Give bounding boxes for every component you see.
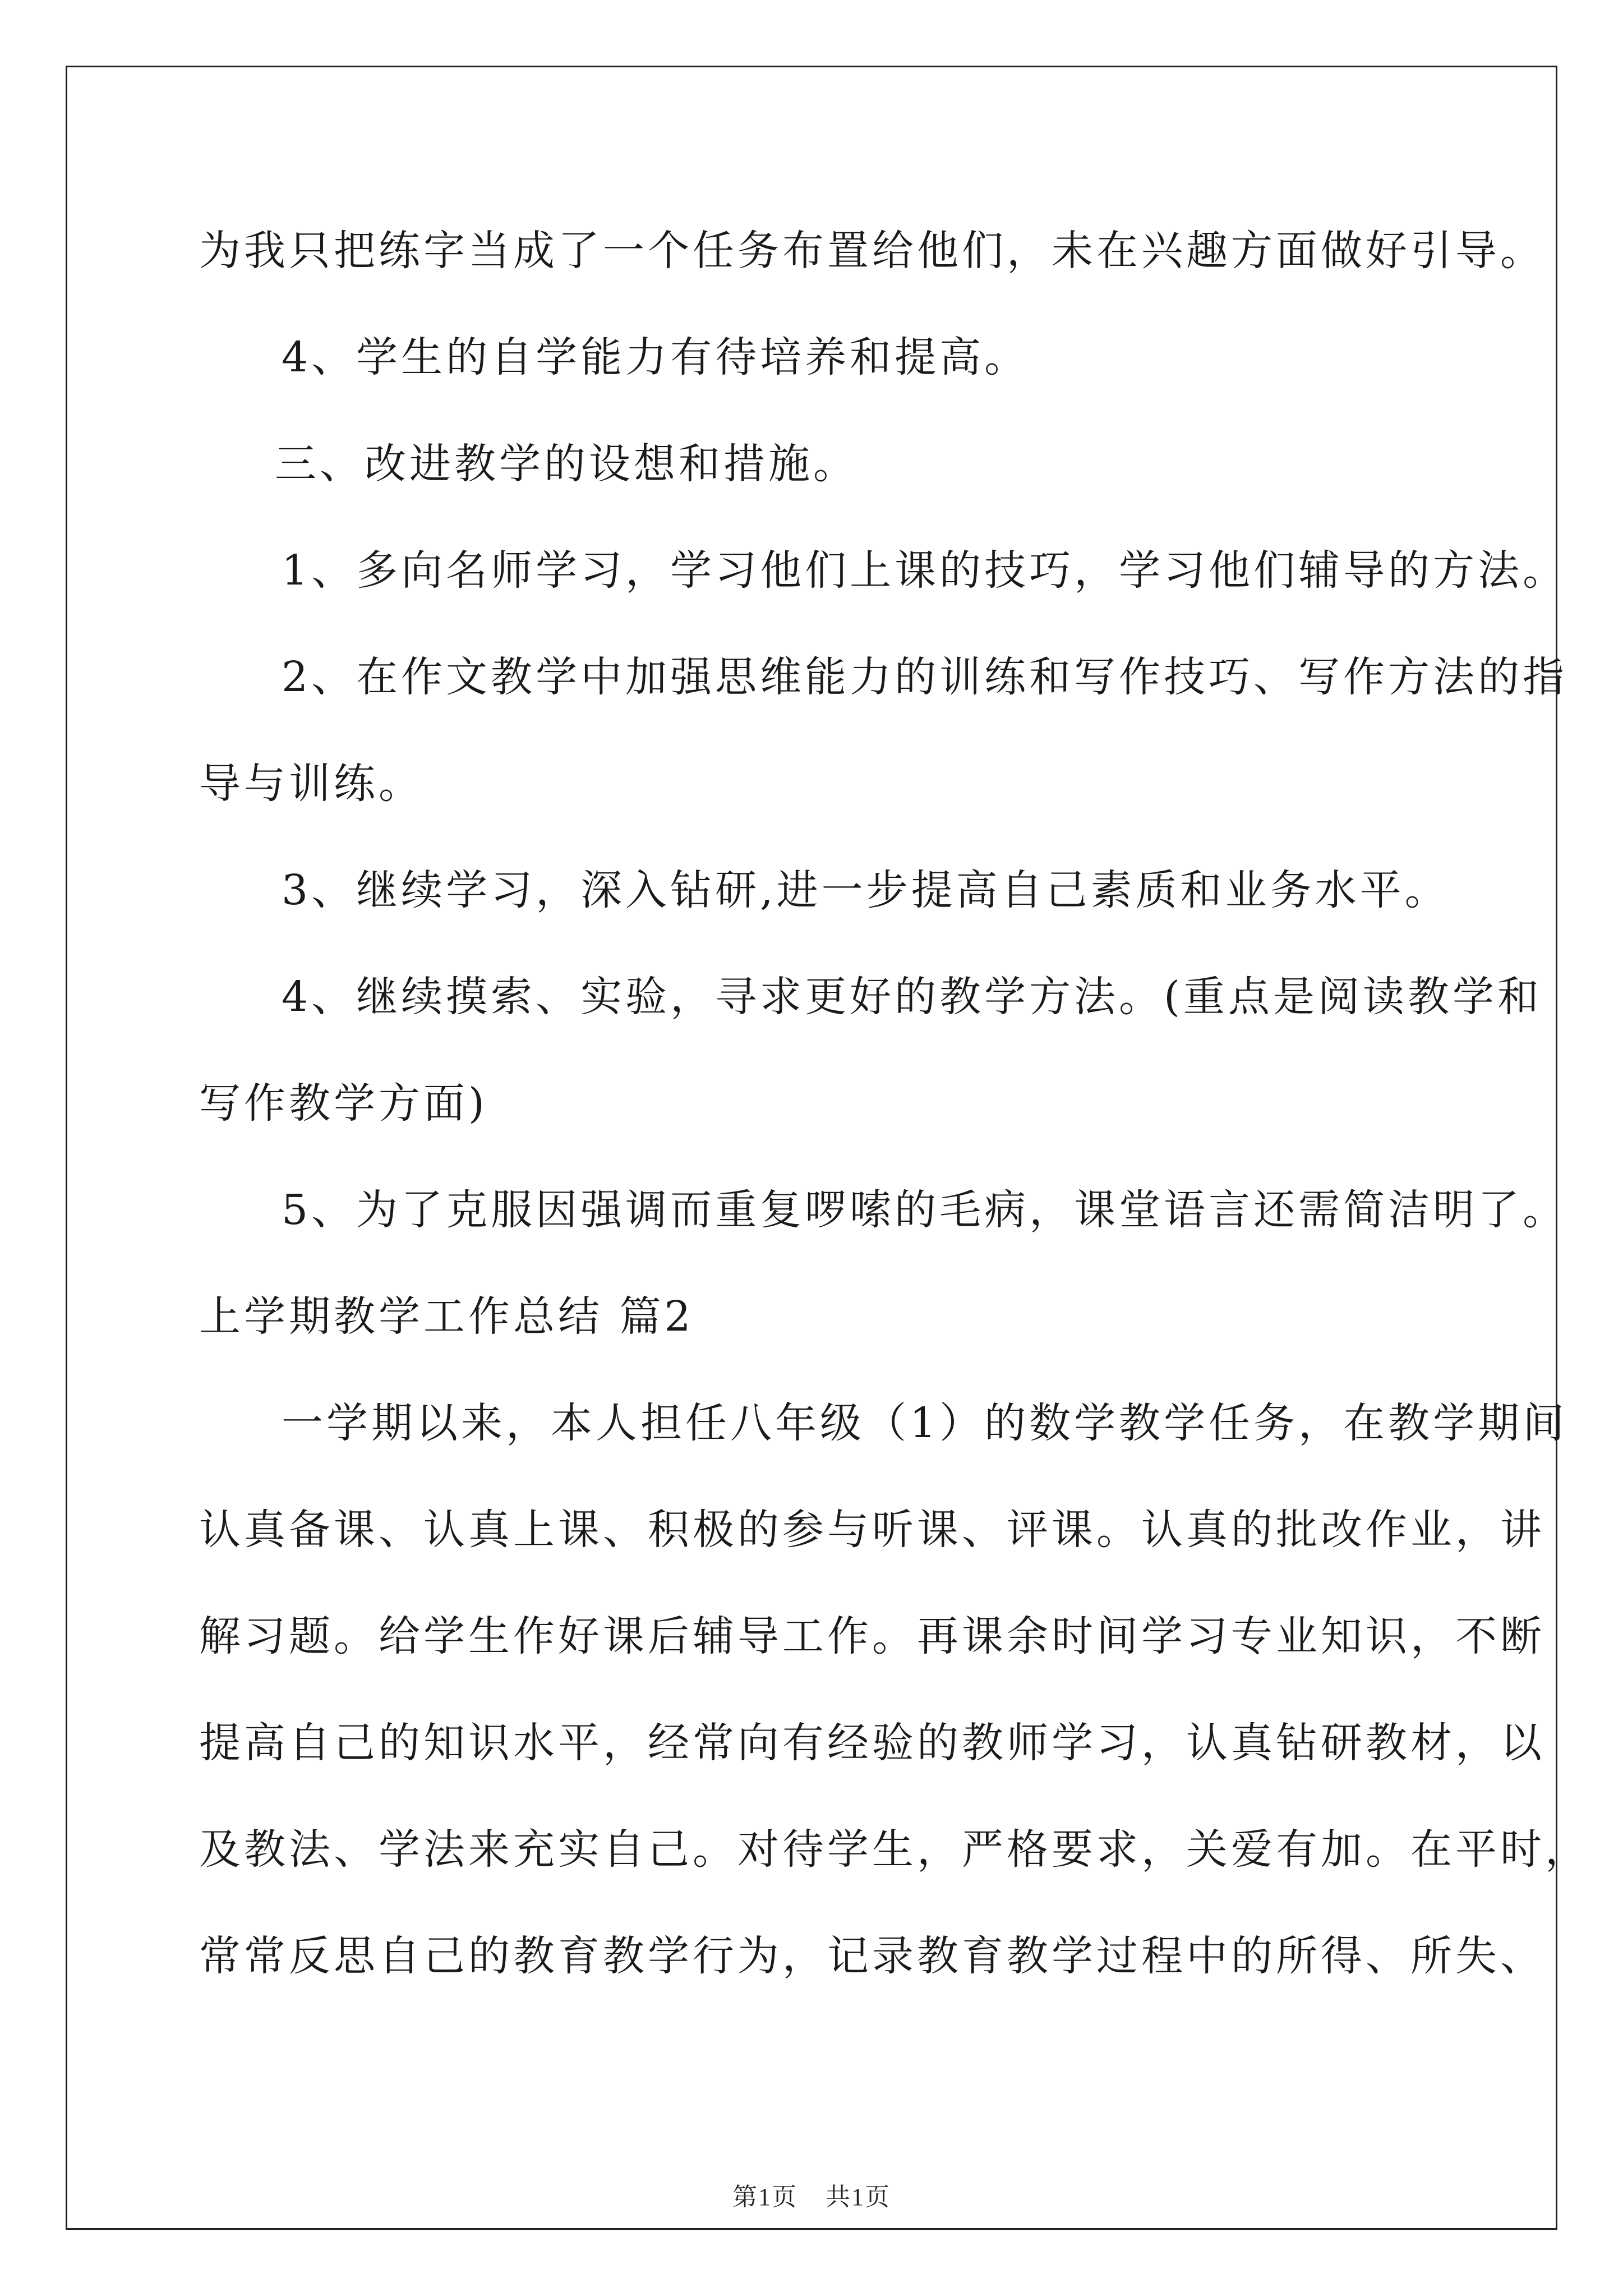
page-number-total: 共1页 — [826, 2183, 891, 2211]
page-footer — [0, 2177, 1623, 2212]
paragraph-line: 及教法、学法来充实自己。对待学生，严格要求，关爱有加。在平时， — [199, 1825, 1590, 1874]
paragraph-line: 为我只把练字当成了一个任务布置给他们，未在兴趣方面做好引导。 — [199, 227, 1545, 275]
paragraph-line: 提高自己的知识水平，经常向有经验的教师学习，认真钻研教材，以 — [199, 1719, 1545, 1767]
page-frame — [66, 66, 1557, 2230]
paragraph-line: 5、为了克服因强调而重复啰嗦的毛病，课堂语言还需简洁明了。 — [282, 1186, 1568, 1234]
paragraph-line: 常常反思自己的教育教学行为，记录教育教学过程中的所得、所失、 — [199, 1932, 1545, 1980]
article-title: 上学期教学工作总结 篇2 — [199, 1292, 694, 1341]
paragraph-line: 解习题。给学生作好课后辅导工作。再课余时间学习专业知识，不断 — [199, 1612, 1545, 1660]
paragraph-line: 认真备课、认真上课、积极的参与听课、评课。认真的批改作业，讲 — [199, 1506, 1545, 1554]
paragraph-line: 3、继续学习，深入钻研,进一步提高自己素质和业务水平。 — [282, 866, 1450, 914]
paragraph-line: 4、继续摸索、实验，寻求更好的教学方法。(重点是阅读教学和 — [282, 973, 1542, 1021]
page-number-current: 第1页 — [732, 2183, 797, 2211]
paragraph-line: 4、学生的自学能力有待培养和提高。 — [282, 333, 1030, 381]
paragraph-line: 1、多向名师学习，学习他们上课的技巧，学习他们辅导的方法。 — [282, 546, 1568, 595]
paragraph-line: 2、在作文教学中加强思维能力的训练和写作技巧、写作方法的指 — [282, 653, 1568, 701]
section-heading: 三、改进教学的设想和措施。 — [275, 440, 858, 488]
paragraph-line: 一学期以来，本人担任八年级（1）的数学教学任务，在教学期间 — [282, 1399, 1568, 1447]
paragraph-line: 导与训练。 — [199, 760, 423, 808]
paragraph-line: 写作教学方面) — [199, 1079, 488, 1128]
